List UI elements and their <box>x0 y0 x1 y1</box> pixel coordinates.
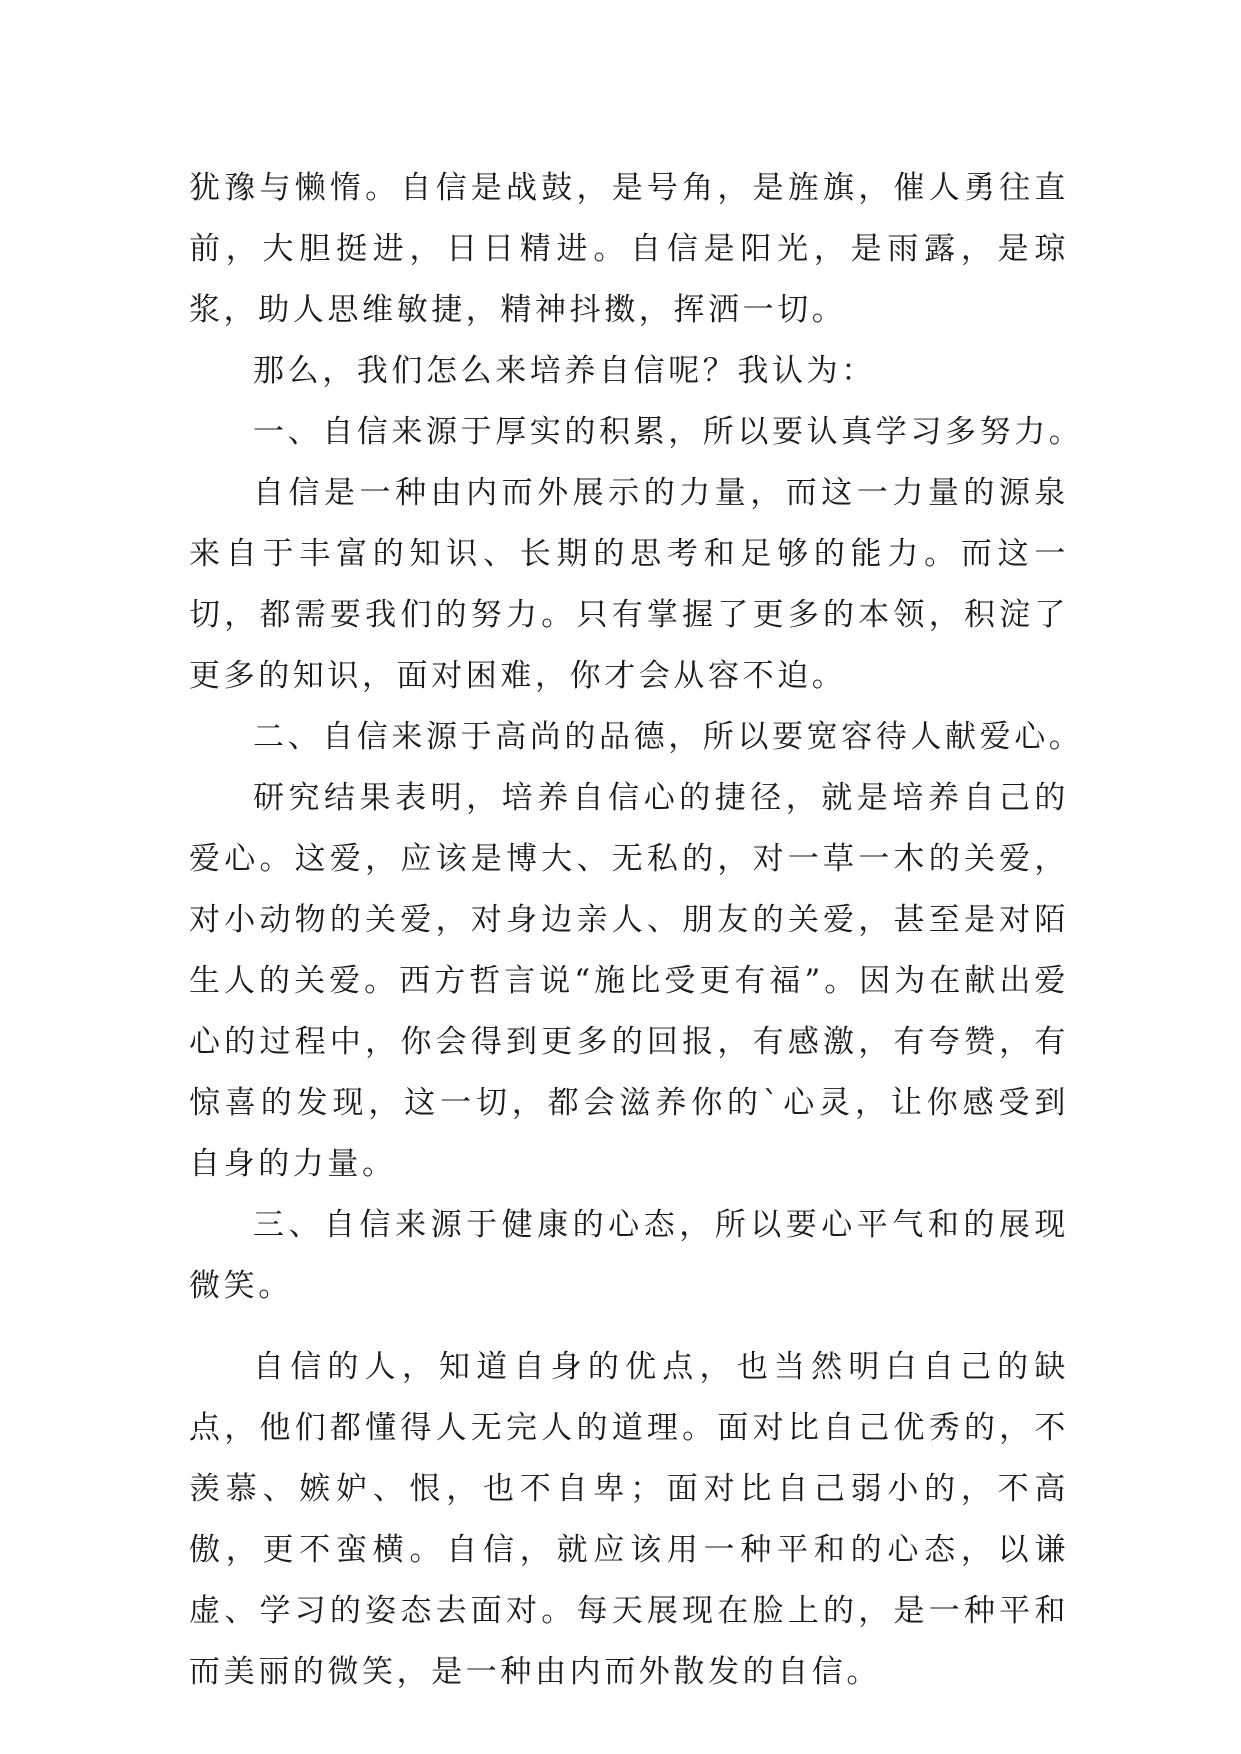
paragraph-continuation: 犹豫与懒惰。自信是战鼓，是号角，是旌旗，催人勇往直前，大胆挺进，日日精进。自信是阳光，是雨露，是琼浆，助人思维敏捷，精神抖擞，挥洒一切。 <box>189 170 1069 328</box>
heading-point-three: 三、自信来源于健康的心态，所以要心平气和的展现微笑。 <box>189 1207 1069 1304</box>
paragraph-point-one: 自信是一种由内而外展示的力量，而这一力量的源泉来自于丰富的知识、长期的思考和足够的能力。而这一切，都需要我们的努力。只有掌握了更多的本领，积淀了更多的知识，面对困难，你才会从容不迫。 <box>189 475 1069 694</box>
paragraph-question: 那么，我们怎么来培养自信呢？我认为： <box>253 353 876 389</box>
paragraph-point-three: 自信的人，知道自身的优点，也当然明白自己的缺点，他们都懂得人无完人的道理。面对比自己优秀的，不羡慕、嫉妒、恨，也不自卑；面对比自己弱小的，不高傲，更不蛮横。自信，就应该用一种平和的心态，以谦虚、学习的姿态去面对。每天展现在脸上的，是一种平和而美丽的微笑，是一种由内而外散发的自信。 <box>189 1349 1069 1690</box>
heading-point-two: 二、自信来源于高尚的品德，所以要宽容待人献爱心。 <box>253 719 1084 755</box>
document-body <box>189 158 1084 1703</box>
heading-point-one: 一、自信来源于厚实的积累，所以要认真学习多努力。 <box>253 414 1084 450</box>
paragraph-point-two: 研究结果表明，培养自信心的捷径，就是培养自己的爱心。这爱，应该是博大、无私的，对一草一木的关爱，对小动物的关爱，对身边亲人、朋友的关爱，甚至是对陌生人的关爱。西方哲言说“施比受更有福”。因为在献出爱心的过程中，你会得到更多的回报，有感激，有夸赞，有惊喜的发现，这一切，都会滋养你的`心灵，让你感受到自身的力量。 <box>189 780 1069 1182</box>
